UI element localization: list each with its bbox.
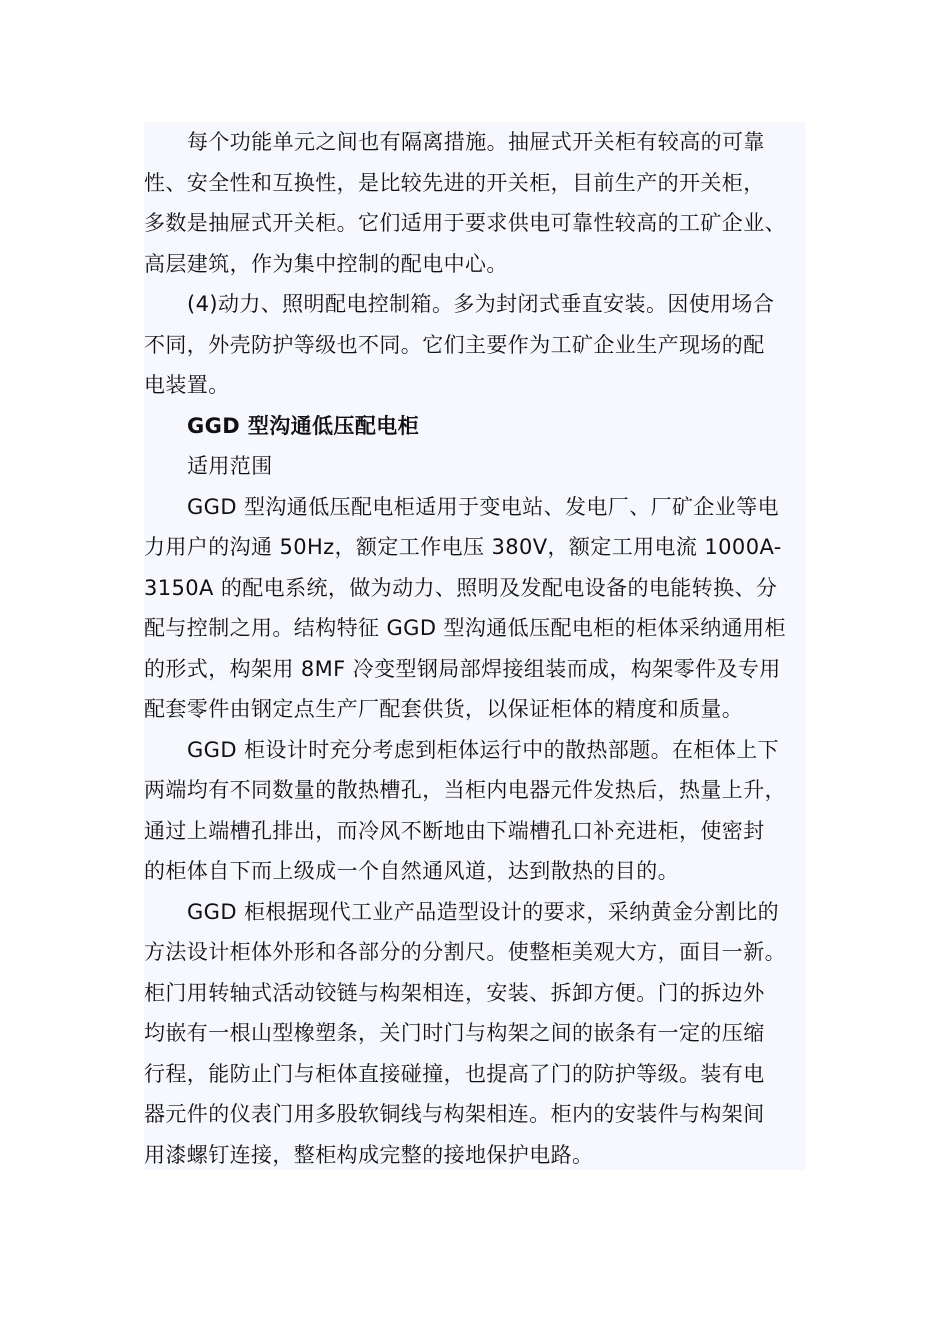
- paragraph-line: 行程，能防止门与柜体直接碰撞，也提高了门的防护等级。装有电: [144, 1062, 765, 1086]
- paragraph-line: 的形式，构架用 8MF 冷变型钢局部焊接组装而成，构架零件及专用: [144, 657, 781, 681]
- paragraph-line: 配套零件由钢定点生产厂配套供货，以保证柜体的精度和质量。: [144, 697, 744, 721]
- paragraph-line: GGD 柜根据现代工业产品造型设计的要求，采纳黄金分割比的: [187, 900, 779, 924]
- subsection-heading: 适用范围: [187, 454, 273, 478]
- paragraph-line: 电装置。: [144, 373, 230, 397]
- paragraph-line: 3150A 的配电系统，做为动力、照明及发配电设备的电能转换、分: [144, 576, 778, 600]
- paragraph-line: 高层建筑，作为集中控制的配电中心。: [144, 252, 508, 276]
- section-heading: GGD 型沟通低压配电柜: [187, 414, 420, 438]
- paragraph-line: 通过上端槽孔排出，而冷风不断地由下端槽孔口补充进柜，使密封: [144, 819, 765, 843]
- paragraph-line: 配与控制之用。结构特征 GGD 型沟通低压配电柜的柜体采纳通用柜: [144, 616, 786, 640]
- paragraph-line: 不同，外壳防护等级也不同。它们主要作为工矿企业生产现场的配: [144, 333, 765, 357]
- paragraph-line: 性、安全性和互换性，是比较先进的开关柜，目前生产的开关柜，: [144, 171, 765, 195]
- document-body: [144, 122, 806, 1170]
- paragraph-line: 用漆螺钉连接，整柜构成完整的接地保护电路。: [144, 1143, 594, 1167]
- paragraph-line: 柜门用转轴式活动铰链与构架相连，安装、拆卸方便。门的拆边外: [144, 981, 765, 1005]
- paragraph-line: 两端均有不同数量的散热槽孔，当柜内电器元件发热后，热量上升，: [144, 778, 786, 802]
- paragraph-line: 多数是抽屉式开关柜。它们适用于要求供电可靠性较高的工矿企业、: [144, 211, 786, 235]
- paragraph-line: GGD 柜设计时充分考虑到柜体运行中的散热部题。在柜体上下: [187, 738, 779, 762]
- paragraph-line: 的柜体自下而上级成一个自然通风道，达到散热的目的。: [144, 859, 679, 883]
- paragraph-line: (4)动力、照明配电控制箱。多为封闭式垂直安装。因使用场合: [187, 292, 775, 316]
- paragraph-line: 器元件的仪表门用多股软铜线与构架相连。柜内的安装件与构架间: [144, 1102, 765, 1126]
- paragraph-line: GGD 型沟通低压配电柜适用于变电站、发电厂、厂矿企业等电: [187, 495, 779, 519]
- paragraph-line: 每个功能单元之间也有隔离措施。抽屉式开关柜有较高的可靠: [187, 130, 765, 154]
- paragraph-line: 力用户的沟通 50Hz，额定工作电压 380V，额定工用电流 1000A-: [144, 535, 782, 559]
- paragraph-line: 方法设计柜体外形和各部分的分割尺。使整柜美观大方，面目一新。: [144, 940, 786, 964]
- paragraph-line: 均嵌有一根山型橡塑条，关门时门与构架之间的嵌条有一定的压缩: [144, 1021, 765, 1045]
